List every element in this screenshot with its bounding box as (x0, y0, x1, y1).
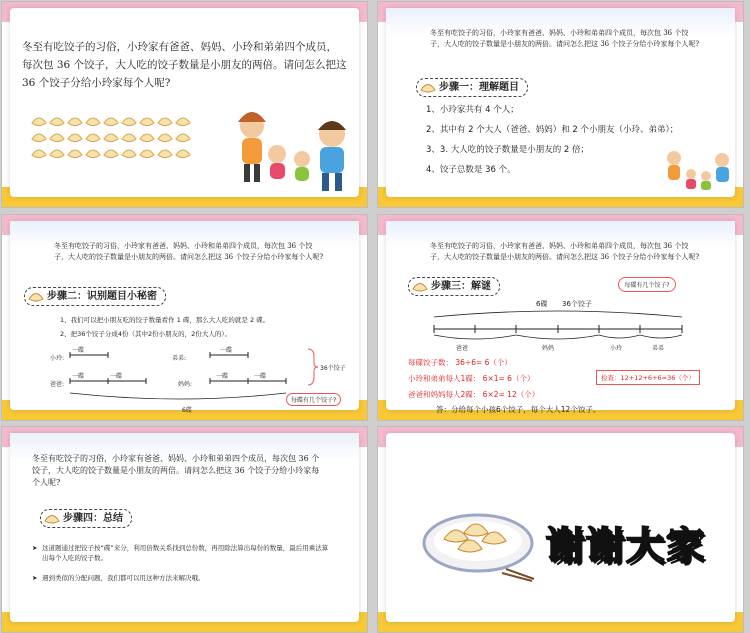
slide-card (386, 8, 735, 197)
summary-item (32, 573, 332, 583)
seg-label-baba: 爸爸 (456, 345, 469, 352)
label-one-plate: 一碟 (72, 373, 85, 380)
family-illustration (664, 148, 732, 198)
bullet-icon: ➤ (32, 574, 38, 582)
label-count: 36个饺子 (562, 300, 592, 308)
dumplings-illustration (30, 113, 210, 158)
point-item: 3、3. 大人吃的饺子数量是小朋友的 2 倍； (426, 145, 590, 155)
point-item: 4、饺子总数是 36 个。 (426, 165, 516, 175)
dumpling-icon (28, 290, 44, 302)
dumpling-plate-illustration (416, 495, 536, 580)
slide-3-thumbnail[interactable] (2, 215, 367, 420)
calc-list (408, 355, 608, 403)
summary-list (32, 543, 332, 583)
label-baba: 爸爸: (50, 381, 65, 388)
family-illustration (232, 104, 352, 199)
summary-item (32, 543, 332, 563)
label-one-plate: 一碟 (220, 347, 233, 354)
slide-card (386, 433, 735, 622)
diagram-lines (50, 345, 350, 415)
slide-card (386, 221, 735, 414)
summary-text: 这道题通过把饺子按“碟”来分，利用倍数关系找到总份数，再用除法算出每份的数量，最后用乘法算出每个人吃的饺子数。 (42, 544, 329, 562)
seg-label-didi: 弟弟 (652, 345, 665, 352)
slide-card (10, 8, 359, 197)
point-item: 1、小玲家共有 4 个人； (426, 105, 519, 115)
step-badge (40, 509, 132, 528)
label-one-plate: 一碟 (254, 373, 267, 380)
dumpling-icon (412, 280, 428, 292)
label-one-plate: 一碟 (216, 373, 229, 380)
calc-expr: 6×2= 12（个） (482, 390, 540, 399)
step-label: 步骤三：解谜 (431, 281, 491, 292)
point-item: 1、我们可以把小朋友吃的饺子数量看作 1 碟，那么大人吃的就是 2 碟。 (60, 316, 270, 324)
label-one-plate: 一碟 (110, 373, 123, 380)
question-bubble: 每碟有几个饺子? (618, 277, 676, 292)
dumpling-icon (44, 512, 60, 524)
dumpling-icon (420, 81, 436, 93)
calc-label: 小玲和弟弟每人1碟： (408, 374, 481, 383)
calc-label: 爸爸和妈妈每人2碟： (408, 390, 481, 399)
calc-row (408, 387, 608, 403)
problem-text: 冬至有吃饺子的习俗，小玲家有爸爸、妈妈、小玲和弟弟四个成员，每次包 36 个饺子，大人吃的饺子数量是小朋友的两倍。请问怎么把这 36 个饺子分给小玲家每个人呢? (430, 29, 700, 48)
step-label: 步骤一：理解题目 (439, 82, 519, 93)
label-mama: 妈妈: (178, 381, 193, 388)
slide-card (10, 221, 359, 414)
problem-text: 冬至有吃饺子的习俗，小玲家有爸爸、妈妈、小玲和弟弟四个成员，每次包 36 个饺子，大人吃的饺子数量是小朋友的两倍。请问怎么把这 36 个饺子分给小玲家每个人呢? (54, 242, 324, 261)
point-item: 2、把36个饺子分成4份（其中2份小朋友的，2份大人的）。 (60, 330, 232, 338)
problem-text: 冬至有吃饺子的习俗，小玲家有爸爸、妈妈、小玲和弟弟四个成员，每次包 36 个饺子，大人吃的饺子数量是小朋友的两倍。请问怎么把这 36 个饺子分给小玲家每个人呢? (430, 242, 700, 261)
bar-diagram (50, 345, 350, 415)
step-badge (408, 277, 500, 296)
label-one-plate: 一碟 (72, 347, 85, 354)
step-label: 步骤二：识别题目小秘密 (47, 291, 157, 302)
answer-text: 答：分给每个小孩6个饺子，每个大人12个饺子。 (436, 405, 601, 414)
problem-text: 冬至有吃饺子的习俗，小玲家有爸爸、妈妈、小玲和弟弟四个成员，每次包 36 个饺子，大人吃的饺子数量是小朋友的两倍。请问怎么把这 36 个饺子分给小玲家每个人呢? (32, 454, 320, 487)
points-list (60, 313, 350, 341)
step-badge (416, 78, 528, 97)
seg-label-xiaoling: 小玲 (610, 345, 623, 352)
check-box: 检查：12+12+6+6=36（个） (596, 370, 700, 385)
summary-text: 遇到类似的分配问题，我们都可以用这种方法来解决哦。 (42, 574, 205, 582)
thanks-title: 谢谢大家 (546, 524, 707, 568)
label-didi: 弟弟: (172, 355, 187, 362)
slide-6-thumbnail[interactable] (378, 427, 743, 632)
slide-5-thumbnail[interactable] (2, 427, 367, 632)
slide-card (10, 433, 359, 622)
slide-4-thumbnail[interactable] (378, 215, 743, 420)
seg-label-mama: 妈妈 (542, 345, 555, 352)
label-total-plates: 6碟 (182, 407, 192, 414)
calc-row (408, 355, 608, 371)
slide-1-thumbnail[interactable] (2, 2, 367, 207)
point-item: 2、其中有 2 个大人（爸爸、妈妈）和 2 个小朋友（小玲、弟弟）； (426, 125, 679, 135)
calc-expr: 36÷6= 6（个） (455, 358, 512, 367)
bullet-icon: ➤ (32, 544, 38, 552)
calc-expr: 6×1= 6（个） (482, 374, 535, 383)
label-plates: 6碟 (536, 300, 548, 308)
step-label: 步骤四：总结 (63, 513, 123, 524)
calc-label: 每碟饺子数： (408, 358, 453, 367)
step-badge (24, 287, 166, 306)
label-total: 36个饺子 (320, 365, 346, 372)
bar-diagram (426, 299, 696, 359)
problem-text: 冬至有吃饺子的习俗，小玲家有爸爸、妈妈、小玲和弟弟四个成员，每次包 36 个饺子，大人吃的饺子数量是小朋友的两倍。请问怎么把这 36 个饺子分给小玲家每个人呢? (22, 41, 347, 89)
question-bubble: 每碟有几个饺子? (286, 393, 341, 406)
slide-2-thumbnail[interactable] (378, 2, 743, 207)
label-xiaoling: 小玲: (50, 355, 65, 362)
calc-row (408, 371, 608, 387)
diagram-lines (426, 299, 696, 359)
